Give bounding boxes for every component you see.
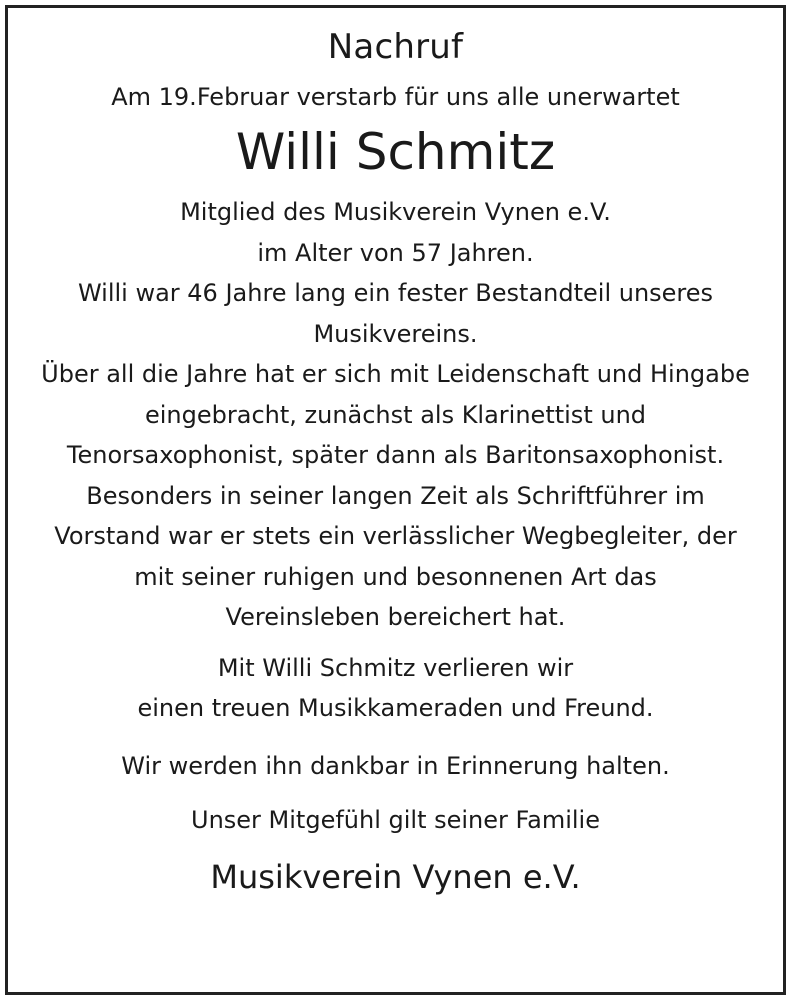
signature: Musikverein Vynen e.V. — [210, 857, 581, 896]
body-line: Willi war 46 Jahre lang ein fester Bestandteil unseres — [77, 279, 714, 307]
notice-body — [8, 192, 783, 638]
body-line: Musikvereins. — [313, 319, 478, 348]
condolence-line: Unser Mitgefühl gilt seiner Familie — [191, 805, 600, 834]
body-line: Besonders in seiner langen Zeit als Schriftführer im — [86, 481, 705, 510]
notice-title: Nachruf — [327, 27, 464, 67]
closing-line: einen treuen Musikkameraden und Freund. — [137, 694, 654, 722]
body-line: Tenorsaxophonist, später dann als Baritonsaxophonist. — [66, 441, 725, 469]
body-line: Vorstand war er stets ein verlässlicher Wegbegleiter, der — [54, 522, 737, 550]
body-line: Vereinsleben bereichert hat. — [225, 603, 566, 631]
closing-line: Mit Willi Schmitz verlieren wir — [217, 653, 574, 682]
body-line: im Alter von 57 Jahren. — [257, 238, 534, 267]
deceased-name: Willi Schmitz — [235, 123, 556, 181]
body-line: mit seiner ruhigen und besonnenen Art das — [134, 562, 657, 591]
obituary-notice — [8, 0, 783, 895]
notice-closing — [8, 648, 783, 729]
remembrance-line: Wir werden ihn dankbar in Erinnerung halten. — [121, 751, 670, 780]
notice-intro: Am 19.Februar verstarb für uns alle unerwartet — [111, 83, 680, 111]
body-line: Mitglied des Musikverein Vynen e.V. — [180, 198, 611, 226]
body-line: Über all die Jahre hat er sich mit Leidenschaft und Hingabe — [41, 360, 750, 388]
body-line: eingebracht, zunächst als Klarinettist und — [144, 400, 647, 429]
